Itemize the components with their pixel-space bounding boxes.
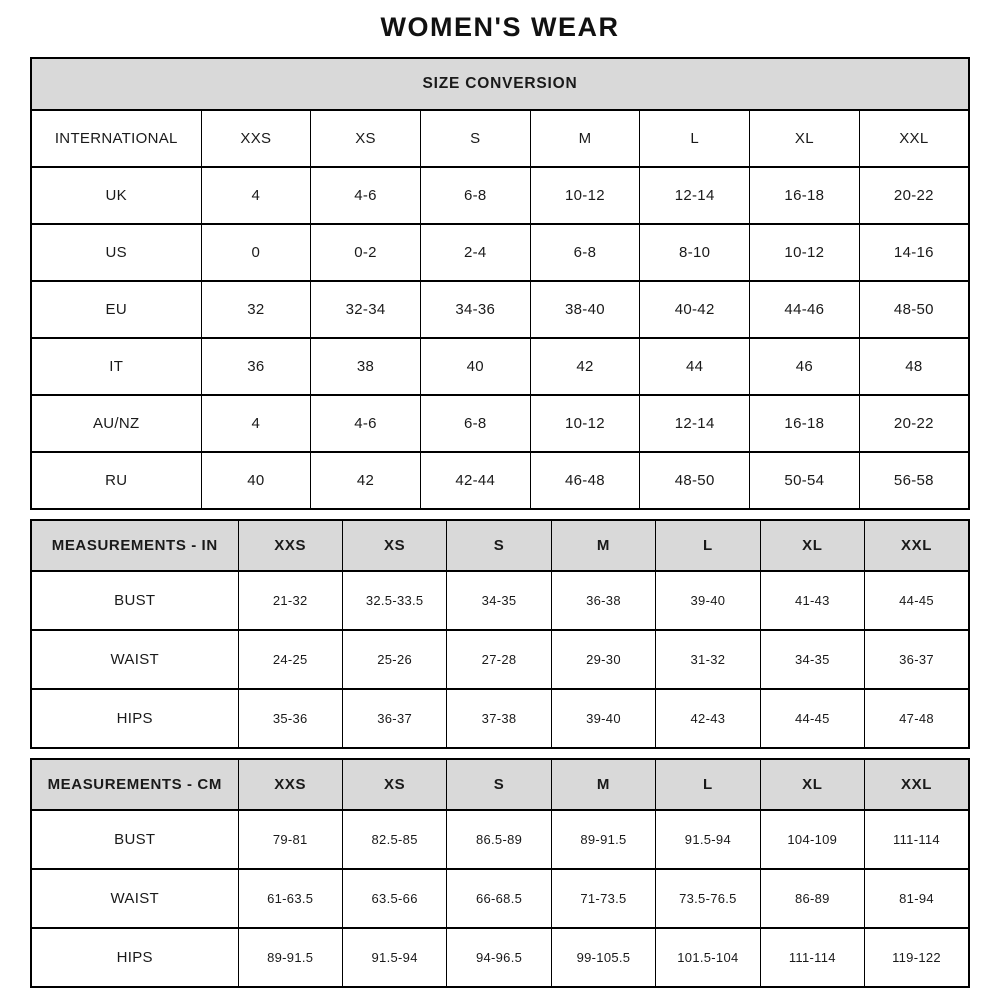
cell: 91.5-94: [342, 928, 446, 987]
cell: 79-81: [238, 810, 342, 869]
cell: 4-6: [311, 395, 421, 452]
cell: 0: [201, 224, 311, 281]
cell: 42-44: [420, 452, 530, 509]
cell: 44-45: [760, 689, 864, 748]
cell: 6-8: [420, 167, 530, 224]
cell: 10-12: [750, 224, 860, 281]
table-row-aunz: [31, 395, 969, 452]
cell: 119-122: [865, 928, 969, 987]
column-header-xxs: XXS: [201, 110, 311, 167]
cell: 47-48: [865, 689, 969, 748]
column-header-xxl: XXL: [865, 759, 969, 810]
table-row-bust-cm: [31, 810, 969, 869]
cell: 44-45: [865, 571, 969, 630]
cell: 48: [859, 338, 969, 395]
cell: 36-38: [551, 571, 655, 630]
cell: 56-58: [859, 452, 969, 509]
measurements-cm-header-row: [31, 759, 969, 810]
cell: 42-43: [656, 689, 760, 748]
cell: 91.5-94: [656, 810, 760, 869]
page-title: WOMEN'S WEAR: [380, 12, 620, 42]
cell: 34-36: [420, 281, 530, 338]
cell: 111-114: [865, 810, 969, 869]
size-conversion-title: SIZE CONVERSION: [31, 58, 969, 110]
table-row-hips-cm: [31, 928, 969, 987]
column-header-l: L: [656, 520, 760, 571]
table-row-waist-cm: [31, 869, 969, 928]
column-header-xs: XS: [311, 110, 421, 167]
cell: 8-10: [640, 224, 750, 281]
measurements-in-title: MEASUREMENTS - IN: [31, 520, 238, 571]
cell: 46-48: [530, 452, 640, 509]
cell: 40-42: [640, 281, 750, 338]
row-label-it: IT: [31, 338, 201, 395]
column-header-international: INTERNATIONAL: [31, 110, 201, 167]
cell: 32: [201, 281, 311, 338]
cell: 16-18: [750, 167, 860, 224]
column-header-m: M: [530, 110, 640, 167]
cell: 20-22: [859, 167, 969, 224]
cell: 2-4: [420, 224, 530, 281]
cell: 6-8: [420, 395, 530, 452]
column-header-l: L: [640, 110, 750, 167]
row-label-eu: EU: [31, 281, 201, 338]
row-label-waist: WAIST: [31, 630, 238, 689]
cell: 12-14: [640, 395, 750, 452]
cell: 24-25: [238, 630, 342, 689]
cell: 21-32: [238, 571, 342, 630]
table-row-us: [31, 224, 969, 281]
measurements-cm-table: [30, 758, 970, 988]
row-label-ru: RU: [31, 452, 201, 509]
cell: 0-2: [311, 224, 421, 281]
measurements-cm-title: MEASUREMENTS - CM: [31, 759, 238, 810]
cell: 27-28: [447, 630, 551, 689]
row-label-uk: UK: [31, 167, 201, 224]
row-label-aunz: AU/NZ: [31, 395, 201, 452]
cell: 32.5-33.5: [342, 571, 446, 630]
column-header-m: M: [551, 520, 655, 571]
size-conversion-header-row: [31, 110, 969, 167]
cell: 16-18: [750, 395, 860, 452]
cell: 6-8: [530, 224, 640, 281]
cell: 32-34: [311, 281, 421, 338]
cell: 42: [311, 452, 421, 509]
cell: 94-96.5: [447, 928, 551, 987]
size-conversion-table: [30, 57, 970, 510]
cell: 38: [311, 338, 421, 395]
table-row-ru: [31, 452, 969, 509]
column-header-s: S: [447, 759, 551, 810]
table-row-bust-in: [31, 571, 969, 630]
column-header-xxl: XXL: [865, 520, 969, 571]
cell: 4-6: [311, 167, 421, 224]
cell: 4: [201, 167, 311, 224]
table-row-it: [31, 338, 969, 395]
column-header-s: S: [447, 520, 551, 571]
cell: 31-32: [656, 630, 760, 689]
cell: 36-37: [865, 630, 969, 689]
cell: 81-94: [865, 869, 969, 928]
cell: 50-54: [750, 452, 860, 509]
column-header-xl: XL: [750, 110, 860, 167]
cell: 39-40: [656, 571, 760, 630]
row-label-hips: HIPS: [31, 928, 238, 987]
column-header-xl: XL: [760, 759, 864, 810]
row-label-us: US: [31, 224, 201, 281]
column-header-xs: XS: [342, 759, 446, 810]
cell: 29-30: [551, 630, 655, 689]
cell: 12-14: [640, 167, 750, 224]
column-header-xxl: XXL: [859, 110, 969, 167]
cell: 4: [201, 395, 311, 452]
cell: 89-91.5: [551, 810, 655, 869]
table-row-uk: [31, 167, 969, 224]
cell: 111-114: [760, 928, 864, 987]
cell: 10-12: [530, 167, 640, 224]
cell: 39-40: [551, 689, 655, 748]
measurements-in-table: [30, 519, 970, 749]
cell: 38-40: [530, 281, 640, 338]
cell: 73.5-76.5: [656, 869, 760, 928]
column-header-xxs: XXS: [238, 759, 342, 810]
row-label-hips: HIPS: [31, 689, 238, 748]
cell: 34-35: [447, 571, 551, 630]
row-label-bust: BUST: [31, 571, 238, 630]
cell: 66-68.5: [447, 869, 551, 928]
cell: 89-91.5: [238, 928, 342, 987]
row-label-waist: WAIST: [31, 869, 238, 928]
column-header-xs: XS: [342, 520, 446, 571]
cell: 37-38: [447, 689, 551, 748]
cell: 71-73.5: [551, 869, 655, 928]
column-header-xl: XL: [760, 520, 864, 571]
cell: 48-50: [640, 452, 750, 509]
column-header-m: M: [551, 759, 655, 810]
column-header-s: S: [420, 110, 530, 167]
row-label-bust: BUST: [31, 810, 238, 869]
cell: 46: [750, 338, 860, 395]
cell: 20-22: [859, 395, 969, 452]
cell: 14-16: [859, 224, 969, 281]
table-row-waist-in: [31, 630, 969, 689]
cell: 35-36: [238, 689, 342, 748]
cell: 104-109: [760, 810, 864, 869]
cell: 101.5-104: [656, 928, 760, 987]
cell: 63.5-66: [342, 869, 446, 928]
cell: 48-50: [859, 281, 969, 338]
cell: 61-63.5: [238, 869, 342, 928]
cell: 40: [420, 338, 530, 395]
cell: 25-26: [342, 630, 446, 689]
cell: 41-43: [760, 571, 864, 630]
measurements-in-header-row: [31, 520, 969, 571]
column-header-xxs: XXS: [238, 520, 342, 571]
cell: 36-37: [342, 689, 446, 748]
table-row-hips-in: [31, 689, 969, 748]
table-row-eu: [31, 281, 969, 338]
cell: 82.5-85: [342, 810, 446, 869]
column-header-l: L: [656, 759, 760, 810]
cell: 44-46: [750, 281, 860, 338]
cell: 86.5-89: [447, 810, 551, 869]
size-conversion-banner-row: [31, 58, 969, 110]
cell: 34-35: [760, 630, 864, 689]
cell: 86-89: [760, 869, 864, 928]
cell: 44: [640, 338, 750, 395]
cell: 40: [201, 452, 311, 509]
cell: 36: [201, 338, 311, 395]
cell: 10-12: [530, 395, 640, 452]
cell: 42: [530, 338, 640, 395]
cell: 99-105.5: [551, 928, 655, 987]
